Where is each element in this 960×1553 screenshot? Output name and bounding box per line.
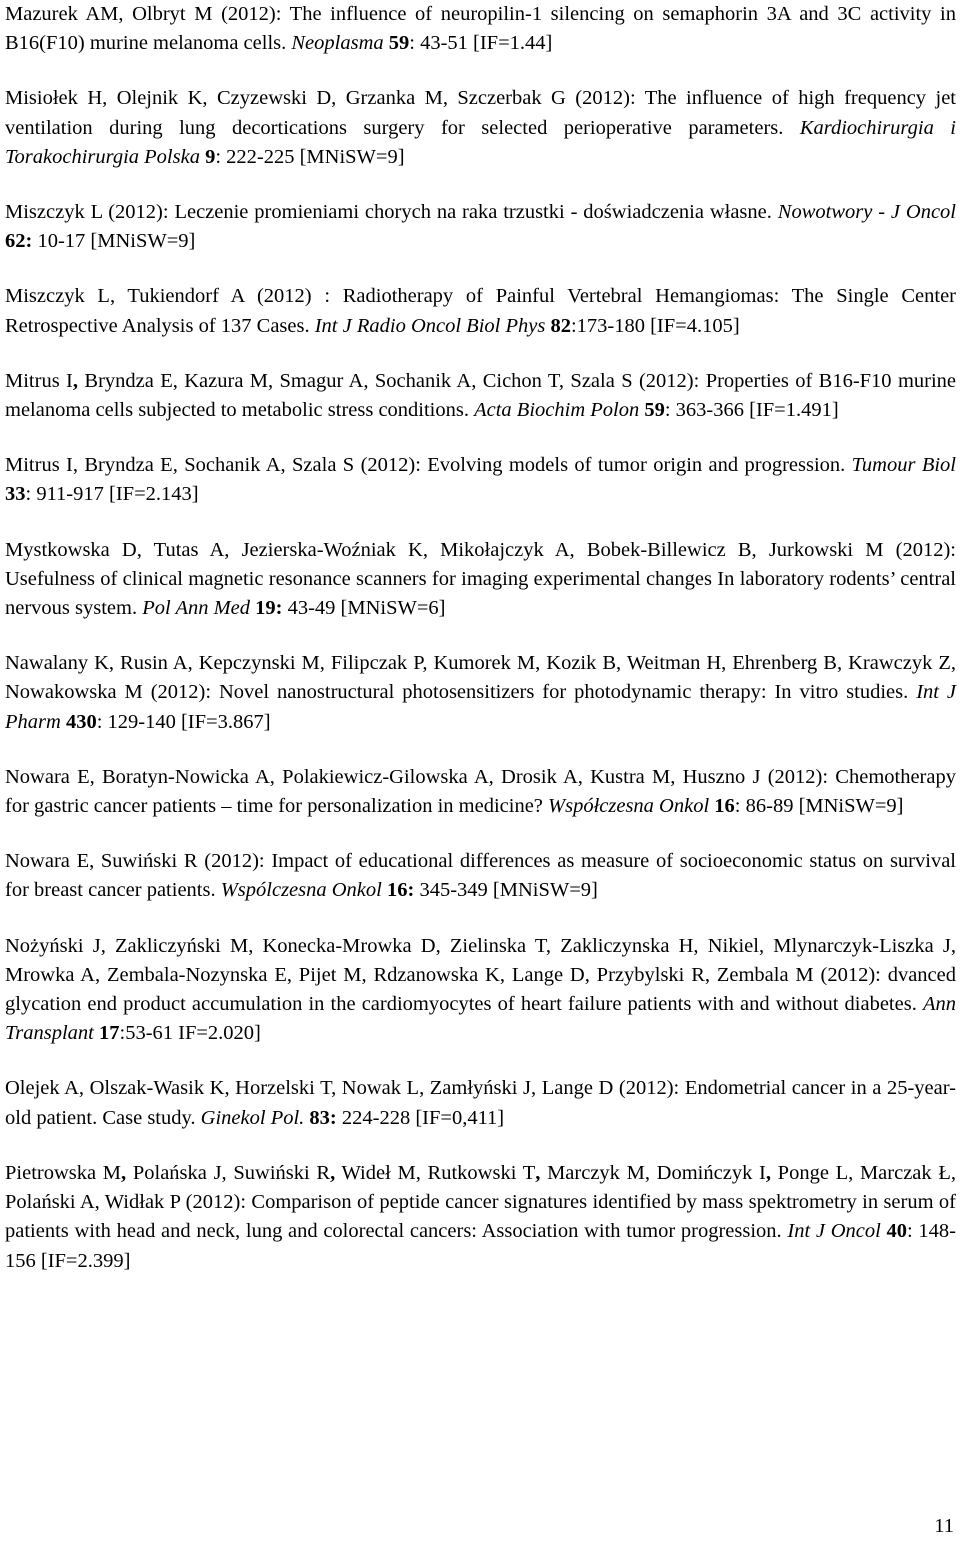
reference-text: :53-61 IF=2.020] [119, 1022, 261, 1045]
reference-text: Nowara E, Boratyn-Nowicka A, Polakiewicz-Gilowska A, Drosik A, Kustra M, Huszno J (2012): Chemotherapy for gastric cancer patients – time for personalization in medicine? [5, 765, 956, 818]
volume-number: 83: [309, 1106, 337, 1129]
reference-text: : 148-156 [IF=2.399] [5, 1220, 956, 1272]
reference-text: Polańska J, Suwiński R [126, 1161, 331, 1184]
reference-entry [5, 847, 956, 905]
volume-number: , [72, 369, 79, 392]
journal-name: Wspólczesna Onkol [220, 879, 382, 902]
reference-text: : 911-917 [IF=2.143] [25, 483, 199, 506]
volume-number: 19: [255, 597, 283, 620]
reference-entry [5, 1074, 956, 1132]
journal-name: Ginekol Pol. [200, 1106, 305, 1129]
reference-text: 224-228 [IF=0,411] [336, 1106, 505, 1129]
reference-entry [5, 932, 956, 1049]
journal-name: Acta Biochim Polon [474, 399, 640, 422]
reference-text: : 129-140 [IF=3.867] [96, 710, 271, 733]
reference-list [5, 0, 956, 1302]
reference-text: 10-17 [MNiSW=9] [32, 230, 196, 253]
journal-name: Int J Pharm [5, 681, 957, 733]
journal-name: Kardiochirurgia i Torakochirurgia Polska [5, 116, 956, 168]
volume-number: 9 [205, 145, 216, 168]
reference-text: 345-349 [MNiSW=9] [414, 879, 598, 902]
volume-number: , [535, 1161, 541, 1184]
volume-number: 16: [386, 879, 415, 902]
volume-number: 17 [99, 1022, 120, 1045]
reference-text: Miszczyk L, Tukiendorf A (2012) : Radiotherapy of Painful Vertebral Hemangiomas: The Single Center Retrospective Analysis of 137 Cases. [5, 285, 956, 337]
reference-entry [5, 198, 956, 256]
volume-number: 62: [5, 230, 33, 253]
volume-number: , [765, 1161, 771, 1184]
reference-entry [5, 1159, 956, 1276]
page-number: 11 [934, 1515, 954, 1537]
reference-text: Nowara E, Suwiński R (2012): Impact of educational differences as measure of socioeconomic status on survival for breast cancer patients. [5, 850, 956, 902]
reference-text: Miszczyk L (2012): Leczenie promieniami chorych na raka trzustki - doświadczenia własne. [5, 201, 778, 224]
reference-entry [5, 451, 956, 509]
reference-entry [5, 763, 956, 821]
reference-text: Nawalany K, Rusin A, Kepczynski M, Filipczak P, Kumorek M, Kozik B, Weitman H, Ehrenberg B, Krawczyk Z, Nowakowska M (2012): Novel nanostructural photosensitizers for photodynamic therapy: In vitro studies. [5, 652, 956, 704]
journal-name: Tumour Biol [851, 454, 956, 477]
volume-number: 33 [5, 483, 26, 506]
reference-entry [5, 0, 956, 58]
journal-name: Int J Oncol [787, 1220, 881, 1243]
volume-number: , [330, 1161, 336, 1184]
reference-text: Olejek A, Olszak-Wasik K, Horzelski T, Nowak L, Zamłyński J, Lange D (2012): Endometrial cancer in a 25-year-old patient. Case study. [5, 1077, 956, 1129]
volume-number: , [121, 1161, 127, 1184]
reference-text: Mystkowska D, Tutas A, Jezierska-Woźniak K, Mikołajczyk A, Bobek-Billewicz B, Jurkowski M (2012): Usefulness of clinical magnetic resonance scanners for imaging experimental changes In laboratory rodents’ central nervous system. [5, 538, 956, 620]
reference-entry [5, 84, 956, 172]
reference-text: Ponge L, Marczak Ł, Polański A, Widłak P (2012): Comparison of peptide cancer signatures identified by mass spektrometry in serum of patients with head and neck, lung and colorectal cancers: Association with tumor progression. [5, 1161, 957, 1243]
reference-text: : 222-225 [MNiSW=9] [215, 145, 405, 168]
volume-number: 430 [65, 710, 97, 733]
reference-text: Nożyński J, Zakliczyński M, Konecka-Mrowka D, Zielinska T, Zakliczynska H, Nikiel, Mlynarczyk-Liszka J, Mrowka A, Zembala-Nozynska E, Pijet M, Rdzanowska K, Lange D, Przybylski R, Zembala M (2012): dvanced glycation end product accumulation in the cardiomyocytes of heart failure patients with and without diabetes. [5, 934, 956, 1016]
volume-number: 59 [644, 399, 665, 422]
journal-name: Współczesna Onkol [548, 795, 710, 818]
reference-text: Pietrowska M [5, 1161, 122, 1184]
volume-number: 59 [388, 32, 410, 55]
reference-entry [5, 649, 956, 737]
reference-text: : 363-366 [IF=1.491] [664, 399, 839, 422]
reference-text: Mitrus I, Bryndza E, Sochanik A, Szala S (2012): Evolving models of tumor origin and progression. [5, 454, 852, 477]
journal-name: Nowotwory - J Oncol [777, 201, 956, 224]
reference-entry [5, 367, 956, 425]
reference-text: Misiołek H, Olejnik K, Czyzewski D, Grzanka M, Szczerbak G (2012): The influence of high frequency jet ventilation during lung decortications surgery for selected perioperative parameters. [5, 87, 956, 139]
reference-text: Mitrus I [5, 369, 73, 392]
journal-name: Ann Transplant [5, 993, 956, 1045]
reference-text: Bryndza E, Kazura M, Smagur A, Sochanik A, Cichon T, Szala S (2012): Properties of B16-F10 murine melanoma cells subjected to metabolic stress conditions. [5, 369, 957, 422]
journal-name: Neoplasma [291, 32, 384, 55]
reference-text: Marczyk M, Domińczyk I [540, 1161, 766, 1184]
volume-number: 16 [714, 795, 735, 818]
reference-text: : 86-89 [MNiSW=9] [734, 795, 904, 818]
volume-number: 82 [550, 314, 571, 337]
reference-text: : 43-51 [IF=1.44] [409, 32, 553, 55]
reference-text: :173-180 [IF=4.105] [570, 314, 740, 337]
reference-text: Mazurek AM, Olbryt M (2012): The influence of neuropilin-1 silencing on semaphorin 3A and 3C activity in B16(F10) murine melanoma cells. [5, 3, 956, 55]
journal-name: Pol Ann Med [142, 597, 251, 620]
reference-text: 43-49 [MNiSW=6] [282, 597, 446, 620]
volume-number: 40 [886, 1220, 908, 1243]
reference-entry [5, 536, 956, 624]
reference-entry [5, 282, 956, 340]
journal-name: Int J Radio Oncol Biol Phys [314, 314, 546, 337]
reference-text: Wideł M, Rutkowski T [335, 1161, 536, 1184]
